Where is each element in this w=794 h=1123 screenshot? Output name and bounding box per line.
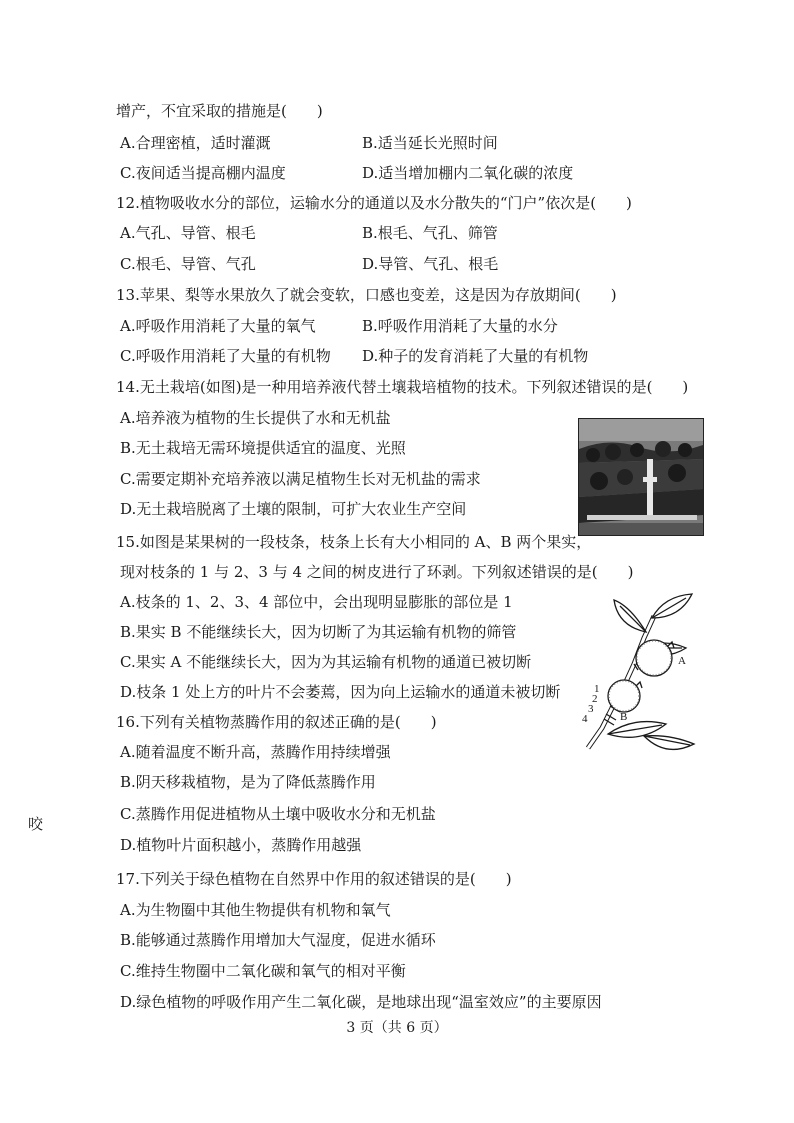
q14-stem: 14.无土栽培(如图)是一种用培养液代替土壤栽培植物的技术。下列叙述错误的是( )	[116, 378, 689, 396]
q15-option-d[interactable]: D.枝条 1 处上方的叶片不会萎蔫，因为向上运输水的通道未被切断	[120, 683, 561, 701]
q13-stem: 13.苹果、梨等水果放久了就会变软，口感也变差，这是因为存放期间( )	[116, 286, 617, 304]
fig-label-2: 2	[592, 693, 598, 705]
q13-option-b[interactable]: B.呼吸作用消耗了大量的水分	[362, 317, 558, 335]
fig-label-1: 1	[594, 683, 600, 695]
q12-option-d[interactable]: D.导管、气孔、根毛	[362, 255, 499, 273]
fig-label-4: 4	[582, 713, 588, 725]
q15-option-c[interactable]: C.果实 A 不能继续长大，因为为其运输有机物的通道已被切断	[120, 653, 532, 671]
q16-option-c[interactable]: C.蒸腾作用促进植物从土壤中吸收水分和无机盐	[120, 805, 436, 823]
q17-option-b[interactable]: B.能够通过蒸腾作用增加大气湿度，促进水循环	[120, 931, 436, 949]
q12-option-a[interactable]: A.气孔、导管、根毛	[120, 224, 256, 242]
q11-stem: 增产，不宜采取的措施是( )	[116, 102, 323, 120]
q11-option-b[interactable]: B.适当延长光照时间	[362, 134, 498, 152]
q17-option-d[interactable]: D.绿色植物的呼吸作用产生二氧化碳，是地球出现“温室效应”的主要原因	[120, 993, 602, 1011]
q16-option-d[interactable]: D.植物叶片面积越小，蒸腾作用越强	[120, 836, 362, 854]
q12-option-b[interactable]: B.根毛、气孔、筛管	[362, 224, 498, 242]
q11-option-a[interactable]: A.合理密植，适时灌溉	[120, 134, 271, 152]
margin-mark: 咬	[28, 815, 44, 833]
q15-option-a[interactable]: A.枝条的 1、2、3、4 部位中，会出现明显膨胀的部位是 1	[120, 593, 513, 611]
hydroponics-photo	[578, 418, 704, 536]
page-footer: 3 页（共 6 页）	[346, 1020, 448, 1036]
q17-option-c[interactable]: C.维持生物圈中二氧化碳和氧气的相对平衡	[120, 962, 406, 980]
q15-option-b[interactable]: B.果实 B 不能继续长大，因为切断了为其运输有机物的筛管	[120, 623, 517, 641]
q16-option-a[interactable]: A.随着温度不断升高，蒸腾作用持续增强	[120, 743, 391, 761]
fig-label-3: 3	[588, 703, 594, 715]
branch-diagram	[574, 588, 708, 760]
fig-label-a: A	[678, 655, 686, 667]
q17-option-a[interactable]: A.为生物圈中其他生物提供有机物和氧气	[120, 901, 391, 919]
q14-option-d[interactable]: D.无土栽培脱离了土壤的限制，可扩大农业生产空间	[120, 500, 467, 518]
q13-option-c[interactable]: C.呼吸作用消耗了大量的有机物	[120, 347, 331, 365]
q12-option-c[interactable]: C.根毛、导管、气孔	[120, 255, 256, 273]
fig-label-b: B	[620, 711, 628, 723]
q15-stem-line1: 15.如图是某果树的一段枝条，枝条上长有大小相同的 A、B 两个果实，	[116, 533, 592, 551]
q14-option-c[interactable]: C.需要定期补充培养液以满足植物生长对无机盐的需求	[120, 470, 481, 488]
q17-stem: 17.下列关于绿色植物在自然界中作用的叙述错误的是( )	[116, 870, 512, 888]
q14-option-a[interactable]: A.培养液为植物的生长提供了水和无机盐	[120, 409, 391, 427]
q15-stem-line2: 现对枝条的 1 与 2、3 与 4 之间的树皮进行了环剥。下列叙述错误的是( )	[120, 563, 634, 581]
q11-option-c[interactable]: C.夜间适当提高棚内温度	[120, 164, 286, 182]
q13-option-a[interactable]: A.呼吸作用消耗了大量的氧气	[120, 317, 316, 335]
q16-option-b[interactable]: B.阴天移栽植物，是为了降低蒸腾作用	[120, 773, 376, 791]
q14-option-b[interactable]: B.无土栽培无需环境提供适宜的温度、光照	[120, 439, 406, 457]
q11-option-d[interactable]: D.适当增加棚内二氧化碳的浓度	[362, 164, 574, 182]
q16-stem: 16.下列有关植物蒸腾作用的叙述正确的是( )	[116, 713, 437, 731]
q12-stem: 12.植物吸收水分的部位，运输水分的通道以及水分散失的“门户”依次是( )	[116, 194, 632, 212]
q13-option-d[interactable]: D.种子的发育消耗了大量的有机物	[362, 347, 589, 365]
